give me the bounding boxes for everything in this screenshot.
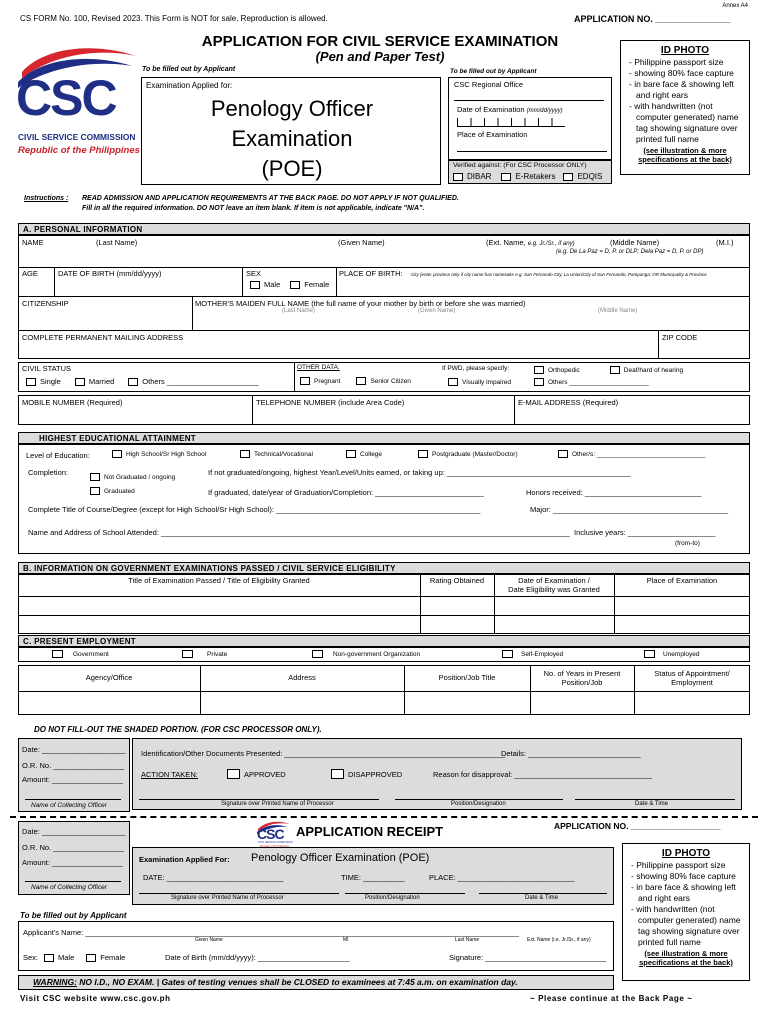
pregnant-label: Pregnant [314,377,341,385]
exam-applied-label: Examination Applied for: [146,81,233,90]
receipt-female-label: Female [100,953,126,962]
course-text[interactable]: Complete Title of Course/Degree (except for High School/Sr High School): _________________________________________________ [28,505,481,514]
receipt-payment-or[interactable]: O.R. No. _________________ [22,843,125,852]
receipt-applied-label: Examination Applied For: [139,855,230,864]
dibar-checkbox[interactable] [453,173,463,181]
male-checkbox[interactable] [250,281,260,289]
receipt-last-hint: Last Name [455,937,480,943]
married-label: Married [88,377,115,386]
citizenship-label: CITIZENSHIP [22,299,69,308]
id-photo-note: (see illustration & more specifications at the back) [638,146,732,164]
warning-label: WARNING: [33,977,77,987]
warning-banner [18,975,614,990]
honors-text[interactable]: Honors received: ____________________________ [526,488,702,497]
mi-label: (M.I.) [716,238,734,247]
tech-label: Technical/Vocational [254,450,313,458]
self-checkbox[interactable] [502,650,513,658]
verified-box [448,160,612,184]
mi-hint: (e.g. De La Paz = D, P. or DLP; Dela Paz = D, P. or DP) [556,249,704,255]
civil-others-label: Others ______________________ [142,377,259,386]
date-col-a: Date of Examination / [518,576,590,585]
civil-others-checkbox[interactable] [128,378,138,386]
receipt-app-no[interactable]: APPLICATION NO. ___________________ [554,821,721,831]
female-label: Female [304,280,330,289]
male-label: Male [264,280,281,289]
approved-label: APPROVED [244,769,286,779]
education-header: HIGHEST EDUCATIONAL ATTAINMENT [18,432,750,444]
visual-label: Visually impaired [462,378,512,386]
receipt-fill-label: To be filled out by Applicant [20,911,127,920]
section-c-header: C. PRESENT EMPLOYMENT [18,635,750,647]
visual-checkbox[interactable] [448,378,458,386]
exam-applied-box [141,77,441,185]
years-col-a: No. of Years in Present [543,669,621,678]
grad-checkbox[interactable] [90,487,100,495]
payment-amount[interactable]: Amount: _________________ [22,775,123,784]
receipt-applicant-box [18,921,614,971]
id-photo-spec-4: and right ears [636,90,688,100]
tel-label: TELEPHONE NUMBER (include Area Code) [256,398,405,407]
ext-name-label: (Ext. Name, [486,238,526,247]
ifgrad-text[interactable]: If graduated, date/year of Graduation/Completion: __________________________ [208,488,484,497]
receipt-id-spec-7: tag showing signature over [638,926,740,936]
single-checkbox[interactable] [26,378,36,386]
receipt-sex-label: Sex: [23,953,39,962]
id-photo-box[interactable] [620,40,750,175]
senior-checkbox[interactable] [356,377,366,385]
receipt-logo-line1: CIVIL SERVICE COMMISSION [258,841,293,844]
exam-name-line2: Examination [231,126,353,151]
receipt-id-spec-2: - showing 80% face capture [631,871,736,881]
unemp-label: Unemployed [663,650,700,658]
age-label: AGE [22,269,38,278]
mmn-given-hint: (Given Name) [418,308,456,314]
footer-website: Visit CSC website www.csc.gov.ph [20,994,171,1003]
edu-others-label: Other/s: ______________________________ [572,450,706,458]
status-col-a: Status of Appointment/ [654,669,730,678]
edqis-label: EDQIS [577,172,603,181]
edu-level-label: Level of Education: [26,451,90,460]
pwd-others-label: Others ______________________ [548,378,649,386]
id-photo-spec-1: - Philippine passport size [629,57,724,67]
details-text[interactable]: Details: ___________________________ [501,749,641,758]
mmn-label: MOTHER'S MAIDEN FULL NAME [195,299,310,308]
receipt-id-photo-title: ID PHOTO [661,848,711,859]
place-col: Place of Examination [646,576,718,585]
inclusive-text[interactable]: Inclusive years: _____________________ [574,528,716,537]
receipt-collector-label: Name of Collecting Officer [31,884,107,891]
annex-label: Annex A4 [722,3,748,9]
receipt-logo [256,820,293,850]
receipt-sig-label: Signature over Printed Name of Processor [171,895,284,901]
logo-letters: CSC [16,70,116,126]
receipt-exam-box [132,847,614,905]
receipt-male-label: Male [58,953,75,962]
exam-date-label [457,105,563,114]
form-subtitle: (Pen and Paper Test) [315,49,445,64]
processor-note: DO NOT FILL-OUT THE SHADED PORTION. (FOR CSC PROCESSOR ONLY). [34,725,322,734]
exam-date-field[interactable] [457,118,565,127]
ext-name-hint: e.g. Jr./Sr., if any) [527,241,575,247]
name-field[interactable] [20,258,748,267]
receipt-pos-label: Position/Designation [365,895,420,901]
exam-date-hint: (mm/dd/yyyy) [526,108,563,114]
email-label: E-MAIL ADDRESS (Required) [518,398,619,407]
female-checkbox[interactable] [290,281,300,289]
logo-line1: CIVIL SERVICE COMMISSION [18,132,136,142]
mmn-last-hint: (Last Name) [282,308,316,314]
single-label: Single [40,377,61,386]
ortho-checkbox[interactable] [534,366,544,374]
eligibility-row-1[interactable] [20,598,418,613]
exam-name-line3: (POE) [261,156,323,181]
pwd-label: If PWD, please specify: [442,365,510,372]
receipt-dob[interactable]: Date of Birth (mm/dd/yyyy): ______________________ [165,953,350,962]
receipt-id-spec-8: printed full name [638,937,701,947]
school-text[interactable]: Name and Address of School Attended: __________________________________________________________________________________________________ [28,528,570,537]
receipt-applied-value: Penology Officer Examination (POE) [251,852,430,864]
receipt-id-spec-6: computer generated) name [638,915,741,925]
reason-text[interactable]: Reason for disapproval: _________________________________ [433,770,652,779]
gov-label: Government [73,650,109,658]
receipt-payment-amount[interactable]: Amount: _________________ [22,858,123,867]
pg-checkbox[interactable] [418,450,428,458]
id-photo-spec-8: printed full name [636,134,699,144]
processor-pos-label: Position/Designation [451,801,506,807]
receipt-title: APPLICATION RECEIPT [296,824,444,839]
receipt-applicant-name[interactable]: Applicant's Name: ________________________________________________________________________________________________________ [23,928,520,937]
receipt-female-checkbox[interactable] [86,954,96,962]
zip-label: ZIP CODE [662,333,698,342]
approved-checkbox[interactable] [227,769,240,779]
receipt-id-photo-box[interactable] [622,843,750,981]
grad-label: Graduated [104,487,135,495]
id-photo-spec-6: computer generated) name [636,112,739,122]
self-label: Self-Employed [521,650,564,658]
completion-label: Completion: [28,468,69,477]
status-col-b: Employment [671,678,713,687]
years-col-b: Position/Job [561,678,603,687]
ifnot-text[interactable]: If not graduated/ongoing, highest Year/Level/Units earned, or taking up: ____________________________________________ [208,468,631,477]
exam-name-line1: Penology Officer [210,96,374,121]
regional-office-label: CSC Regional Office [454,80,524,89]
position-col: Position/Job Title [438,673,496,682]
given-name-label: (Given Name) [338,238,385,247]
married-checkbox[interactable] [75,378,85,386]
exam-date-text: Date of Examination [457,105,525,114]
form-title: APPLICATION FOR CIVIL SERVICE EXAMINATION [201,33,559,50]
address-label: COMPLETE PERMANENT MAILING ADDRESS [22,333,184,342]
last-name-label: (Last Name) [96,238,138,247]
employment-row[interactable] [20,693,198,713]
unemp-checkbox[interactable] [644,650,655,658]
dob-label: DATE OF BIRTH (mm/dd/yyyy) [58,269,162,278]
mobile-label: MOBILE NUMBER (Required) [22,398,123,407]
id-photo-spec-7: tag showing signature over [636,123,738,133]
exam-title-col: Title of Examination Passed / Title of Eligibility Granted [128,576,310,585]
college-label: College [360,450,383,458]
csc-logo [14,42,138,172]
name-label: NAME [22,238,44,247]
id-photo-spec-3: - in bare face & showing left [629,79,734,89]
fill-label-right: To be filled out by Applicant [450,68,537,75]
education-block [18,444,750,554]
section-a-header: A. PERSONAL INFORMATION [18,223,750,235]
section-b-header: B. INFORMATION ON GOVERNMENT EXAMINATIONS PASSED / CIVIL SERVICE ELIGIBILITY [18,562,750,574]
instructions-line1: READ ADMISSION AND APPLICATION REQUIREMENTS AT THE BACK PAGE. DO NOT APPLY IF NOT QUALIFIED. [82,195,459,202]
cut-line [10,816,758,818]
disapproved-checkbox[interactable] [331,769,344,779]
receipt-logo-letters: CSC [257,826,284,842]
gov-checkbox[interactable] [52,650,63,658]
pwd-others-checkbox[interactable] [534,378,544,386]
priv-checkbox[interactable] [182,650,193,658]
receipt-given-hint: Given Name [195,937,223,943]
eretakers-checkbox[interactable] [501,173,511,181]
college-checkbox[interactable] [346,450,356,458]
mmn-middle-hint: (Middle Name) [598,308,638,314]
receipt-exam-place[interactable]: PLACE: ____________________________ [429,873,575,882]
processor-box [132,738,742,810]
date-col-b: Date Eligibility was Granted [508,585,600,594]
eretakers-label: E-Retakers [515,172,556,181]
notgrad-checkbox[interactable] [90,473,100,481]
edu-others-checkbox[interactable] [558,450,568,458]
receipt-id-spec-1: - Philippine passport size [631,860,726,870]
pob-label: PLACE OF BIRTH: [339,269,403,278]
ortho-label: Orthopedic [548,366,580,374]
fill-label-left: To be filled out by Applicant [142,66,236,73]
deaf-label: Deaf/hard of hearing [623,366,684,374]
receipt-ext-hint: Ext. Name (i.e. Jr./Sr., if any) [527,937,591,943]
address-col: Address [288,673,316,682]
footer-continue: ~ Please continue at the Back Page ~ [530,994,693,1003]
receipt-signature[interactable]: Signature: _____________________________ [449,953,607,962]
other-data-label: OTHER DATA: [297,364,340,371]
notgrad-label: Not Graduated / ongoing [104,473,176,481]
priv-label: Private [207,650,228,658]
senior-label: Senior Citizen [370,377,411,385]
instructions-label: Instructions : [24,195,69,202]
exam-place-line[interactable] [457,151,607,152]
exam-place-label: Place of Examination [457,130,528,139]
payment-or[interactable]: O.R. No. _________________ [22,761,125,770]
processor-dt-label: Date & Time [635,801,669,807]
major-text[interactable]: Major: __________________________________________ [530,505,729,514]
csc-regional-box [448,77,612,160]
receipt-mi-hint: MI [343,937,349,943]
receipt-payment-box [18,821,130,895]
mmn-hint: (the full name of your mother by birth or before she was married) [311,299,526,308]
dibar-label: DIBAR [467,172,492,181]
eligibility-row-2[interactable] [20,617,418,632]
logo-line2: Republic of the Philippines [18,145,140,156]
disapproved-label: DISAPPROVED [348,769,403,779]
id-docs-text[interactable]: Identification/Other Documents Presented: _____________________________________________________ [141,749,506,758]
receipt-id-spec-4: and right ears [638,893,690,903]
receipt-id-spec-3: - in bare face & showing left [631,882,736,892]
hs-label: High School/Sr High School [126,450,207,458]
hs-checkbox[interactable] [112,450,122,458]
receipt-exam-date[interactable]: DATE: ____________________________ [143,873,284,882]
ngo-checkbox[interactable] [312,650,323,658]
processor-sig-label: Signature over Printed Name of Processor [221,801,334,807]
receipt-exam-time[interactable]: TIME: __________ [341,873,405,882]
civil-status-label: CIVIL STATUS [22,364,72,373]
instructions-line2: Fill in all the required information. DO NOT leave an item blank. If item is not applicable, indicate "N/A". [82,205,425,212]
fromto-hint: (from-to) [675,540,700,547]
middle-name-label: (Middle Name) [610,238,660,247]
application-number[interactable]: APPLICATION NO. _______________ [574,14,731,24]
collector-label: Name of Collecting Officer [31,802,107,809]
id-photo-spec-5: - with handwritten (not [629,101,713,111]
warning-text: NO I.D., NO EXAM. | Gates of testing venues shall be CLOSED to examinees at 7:45 a.m. on examination day. [76,977,518,987]
pg-label: Postgraduate (Master/Doctor) [432,450,518,458]
id-photo-spec-2: - showing 80% face capture [629,68,734,78]
receipt-payment-date[interactable]: Date: ____________________ [22,827,126,836]
pregnant-checkbox[interactable] [300,377,310,385]
pob-hint: City (enter province only if city name has namesake e.g. San Fernando City, La Union/City of San Fernando, Pampanga; OR Municipality & Province [411,272,707,277]
form-number: CS FORM No. 100, Revised 2023. This Form is NOT for sale. Reproduction is allowed. [20,14,328,23]
deaf-checkbox[interactable] [610,366,620,374]
edqis-checkbox[interactable] [563,173,573,181]
ngo-label: Non-government Organization [333,650,421,658]
receipt-male-checkbox[interactable] [44,954,54,962]
receipt-id-note: (see illustration & more specifications at the back) [639,949,733,967]
id-photo-title: ID PHOTO [660,45,710,56]
regional-office-line[interactable] [454,100,604,101]
tech-checkbox[interactable] [240,450,250,458]
payment-date[interactable]: Date: ____________________ [22,745,126,754]
rating-col: Rating Obtained [429,576,485,585]
verified-label: Verified against: (For CSC Processor ONLY) [453,162,587,169]
payment-box [18,738,130,812]
receipt-id-spec-5: - with handwritten (not [631,904,715,914]
receipt-dt-label: Date & Time [525,895,559,901]
sex-label: SEX [246,269,262,278]
action-label: ACTION TAKEN: [141,770,198,779]
agency-col: Agency/Office [85,673,133,682]
